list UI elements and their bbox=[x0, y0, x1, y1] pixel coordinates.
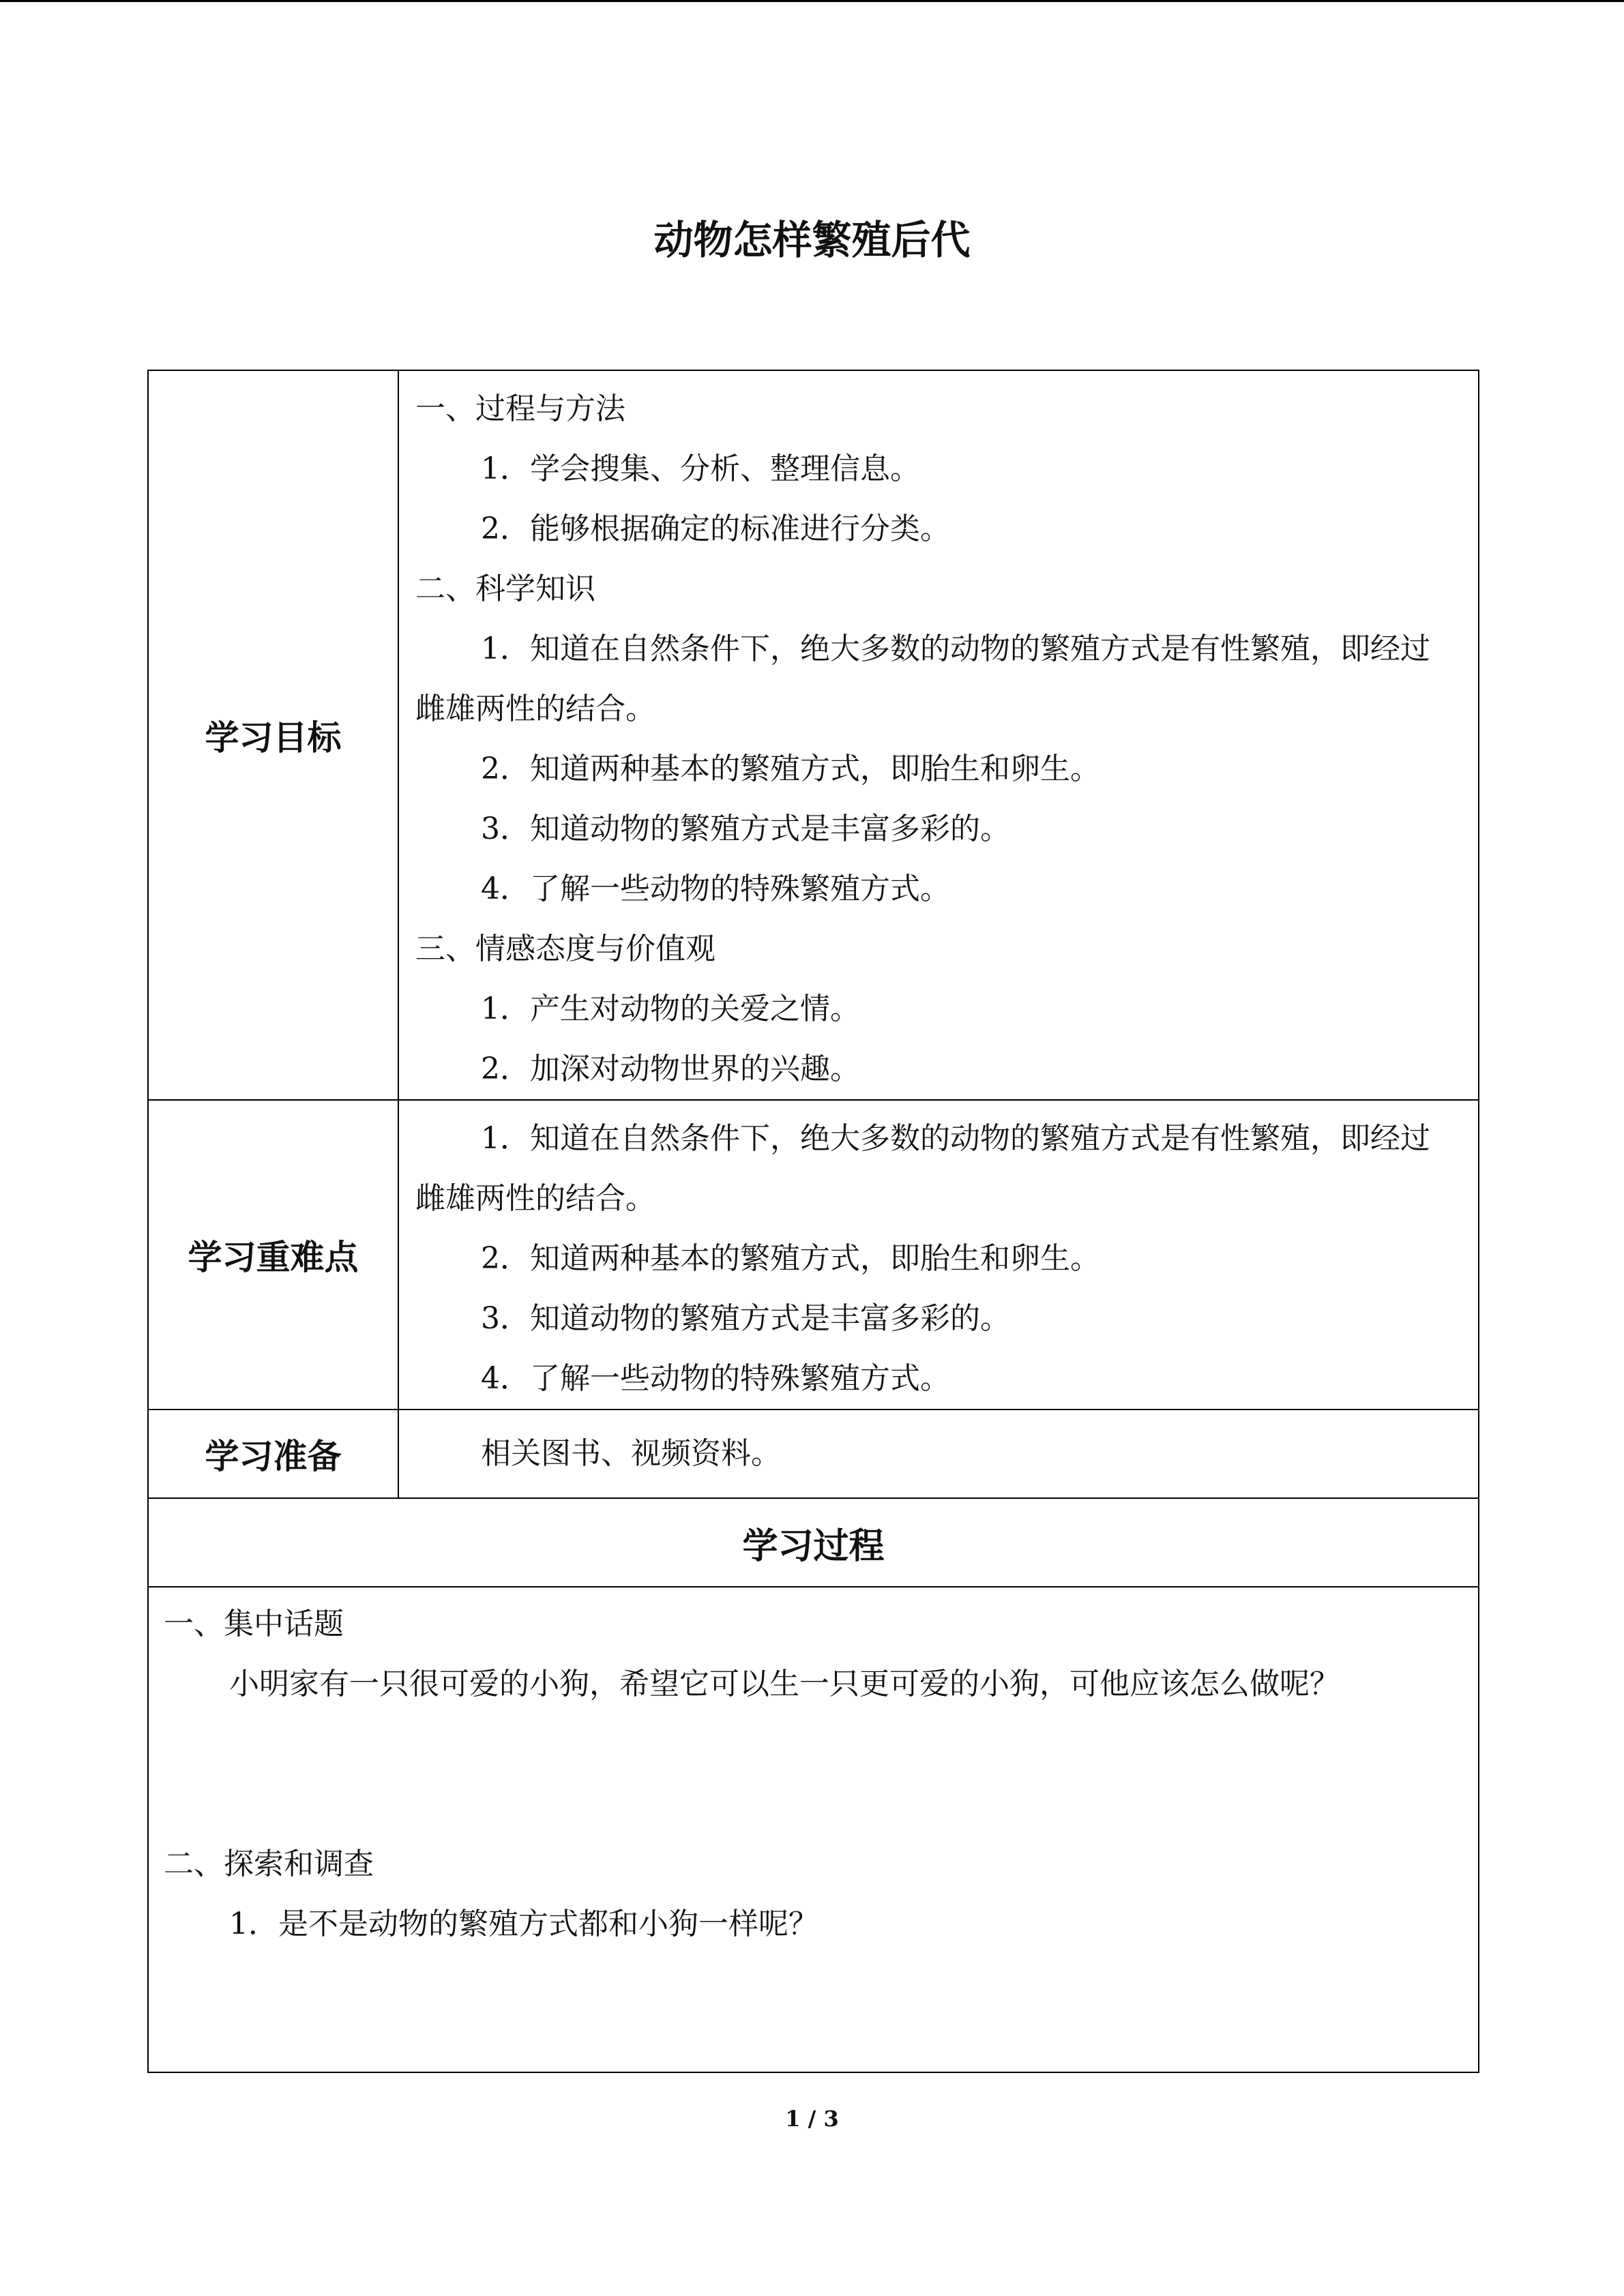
key-points-item: 4．了解一些动物的特殊繁殖方式。 bbox=[481, 1361, 950, 1396]
process-section-2-heading: 二、探索和调查 bbox=[164, 1847, 374, 1881]
objectives-section-3-heading: 三、情感态度与价值观 bbox=[415, 931, 715, 966]
objectives-content bbox=[398, 370, 1479, 1100]
process-header-row bbox=[148, 1498, 1479, 1587]
process-section-1-text: 小明家有一只很可爱的小狗，希望它可以生一只更可爱的小狗，可他应该怎么做呢？ bbox=[229, 1667, 1340, 1701]
key-points-content bbox=[398, 1100, 1479, 1410]
objectives-item: 1．产生对动物的关爱之情。 bbox=[481, 992, 860, 1026]
objectives-item: 2．能够根据确定的标准进行分类。 bbox=[481, 511, 950, 546]
key-points-item: 2．知道两种基本的繁殖方式，即胎生和卵生。 bbox=[481, 1241, 1100, 1276]
objectives-item: 2．加深对动物世界的兴趣。 bbox=[481, 1052, 860, 1086]
process-section-2-item: 1．是不是动物的繁殖方式都和小狗一样呢？ bbox=[229, 1907, 818, 1941]
objectives-item: 2．知道两种基本的繁殖方式，即胎生和卵生。 bbox=[481, 751, 1100, 786]
objectives-label: 学习目标 bbox=[148, 370, 398, 1100]
objectives-section-2-heading: 二、科学知识 bbox=[415, 571, 595, 606]
preparation-row bbox=[148, 1410, 1479, 1498]
preparation-content bbox=[398, 1410, 1479, 1498]
process-section-1-heading: 一、集中话题 bbox=[164, 1607, 344, 1641]
key-points-label: 学习重难点 bbox=[148, 1100, 398, 1410]
objectives-section-1-heading: 一、过程与方法 bbox=[415, 391, 625, 426]
process-body-row bbox=[148, 1587, 1479, 2072]
process-content bbox=[148, 1587, 1479, 2072]
page-number: 1 / 3 bbox=[785, 2106, 839, 2132]
key-points-item: 1．知道在自然条件下，绝大多数的动物的繁殖方式是有性繁殖，即经过雌雄两性的结合。 bbox=[415, 1121, 1430, 1216]
objectives-row bbox=[148, 370, 1479, 1100]
objectives-item: 1．学会搜集、分析、整理信息。 bbox=[481, 451, 920, 486]
preparation-text: 相关图书、视频资料。 bbox=[481, 1436, 781, 1471]
page-top-border bbox=[0, 0, 1624, 2]
key-points-row bbox=[148, 1100, 1479, 1410]
objectives-item: 1．知道在自然条件下，绝大多数的动物的繁殖方式是有性繁殖，即经过雌雄两性的结合。 bbox=[415, 631, 1430, 726]
process-header: 学习过程 bbox=[148, 1498, 1479, 1587]
document-title: 动物怎样繁殖后代 bbox=[653, 217, 971, 263]
preparation-label: 学习准备 bbox=[148, 1410, 398, 1498]
lesson-plan-table bbox=[147, 370, 1479, 2073]
objectives-item: 4．了解一些动物的特殊繁殖方式。 bbox=[481, 871, 950, 906]
objectives-item: 3．知道动物的繁殖方式是丰富多彩的。 bbox=[481, 811, 1010, 846]
key-points-item: 3．知道动物的繁殖方式是丰富多彩的。 bbox=[481, 1301, 1010, 1336]
